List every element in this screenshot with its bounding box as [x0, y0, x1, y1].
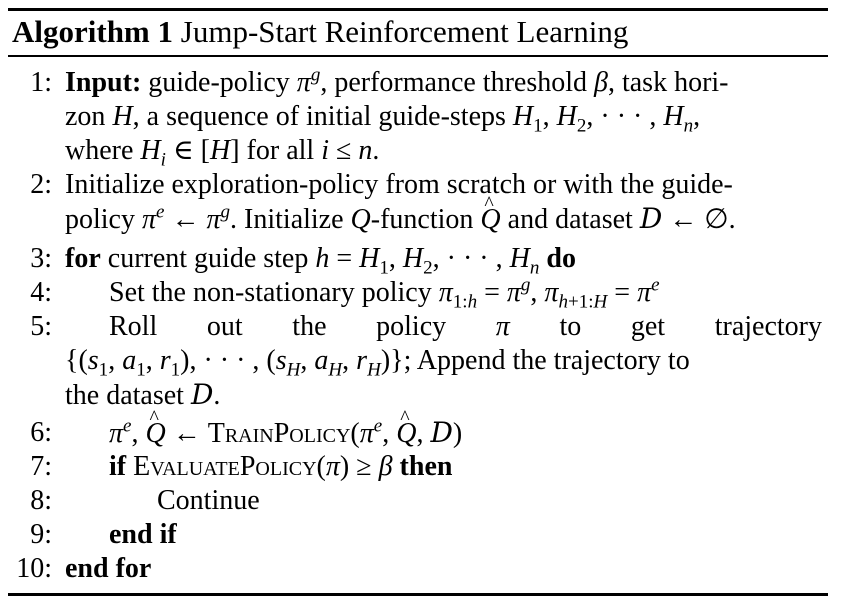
- line-number: 1:: [30, 67, 52, 98]
- line-number: 4:: [30, 277, 52, 308]
- keyword-end-for: end for: [65, 553, 152, 584]
- keyword-do: do: [546, 243, 576, 274]
- line-text: [65, 552, 822, 586]
- line-number: 6:: [30, 417, 52, 448]
- line-number: 5:: [30, 311, 52, 342]
- bottom-rule: [8, 593, 828, 596]
- keyword-if: if: [109, 451, 127, 482]
- line-text: Initialize exploration-policy from scratch or with the guide-: [65, 169, 733, 200]
- top-rule: [8, 8, 828, 11]
- line-text: where $H_i$ ∈ [H] for all i ≤ n.: [65, 135, 380, 171]
- algorithm-label: Algorithm 1: [12, 14, 174, 49]
- line-number: 7:: [30, 451, 52, 482]
- line-text: the dataset D.: [65, 378, 221, 411]
- keyword-input: Input:: [65, 67, 142, 98]
- line-text: Input: guide-policy $\pi^g$, performance threshold β, task hori-: [65, 64, 729, 98]
- line-number: 8:: [30, 485, 52, 516]
- line-text: [109, 518, 822, 552]
- keyword-then: then: [399, 451, 453, 482]
- line-text: {($s_1$, $a_1$, $r_1$), · · · , ($s_H$, $a_H$, $r_H$)}; Append the trajectory to: [65, 345, 690, 381]
- line-text: Roll out the policy π to get trajectory: [109, 311, 822, 342]
- line-number: 10:: [16, 553, 52, 584]
- line-text: zon H, a sequence of initial guide-steps $H_1$, $H_2$, · · · , $H_n$,: [65, 101, 701, 137]
- line-text: for current guide step $h = H_1$, $H_2$, · · · , $H_n$ do: [65, 243, 576, 279]
- keyword-for: for: [65, 243, 101, 274]
- header-rule: [8, 55, 828, 57]
- keyword-end-if: end if: [109, 519, 177, 550]
- algorithm-name: Jump-Start Reinforcement Learning: [180, 14, 629, 49]
- algorithm-title: [12, 14, 832, 50]
- line-number: 3:: [30, 243, 52, 274]
- line-text: if EvaluatePolicy(π) ≥ β then: [109, 451, 453, 482]
- line-number: 2:: [30, 169, 52, 200]
- line-text: $\pi^e$, ^ Q ← $TrainPolicy(\pi^e$, ^ Q, D): [109, 416, 822, 451]
- line-text: Set the non-stationary policy $\pi_{1:h} = \pi^g$, $\pi_{h+1:H} = \pi^e$: [109, 274, 660, 313]
- line-text: Continue: [157, 485, 260, 516]
- line-number: 9:: [30, 519, 52, 550]
- line-text: policy $\pi^e$ ← $\pi^g$. Initialize Q-function ^ Q and dataset D ← ∅.: [65, 202, 822, 237]
